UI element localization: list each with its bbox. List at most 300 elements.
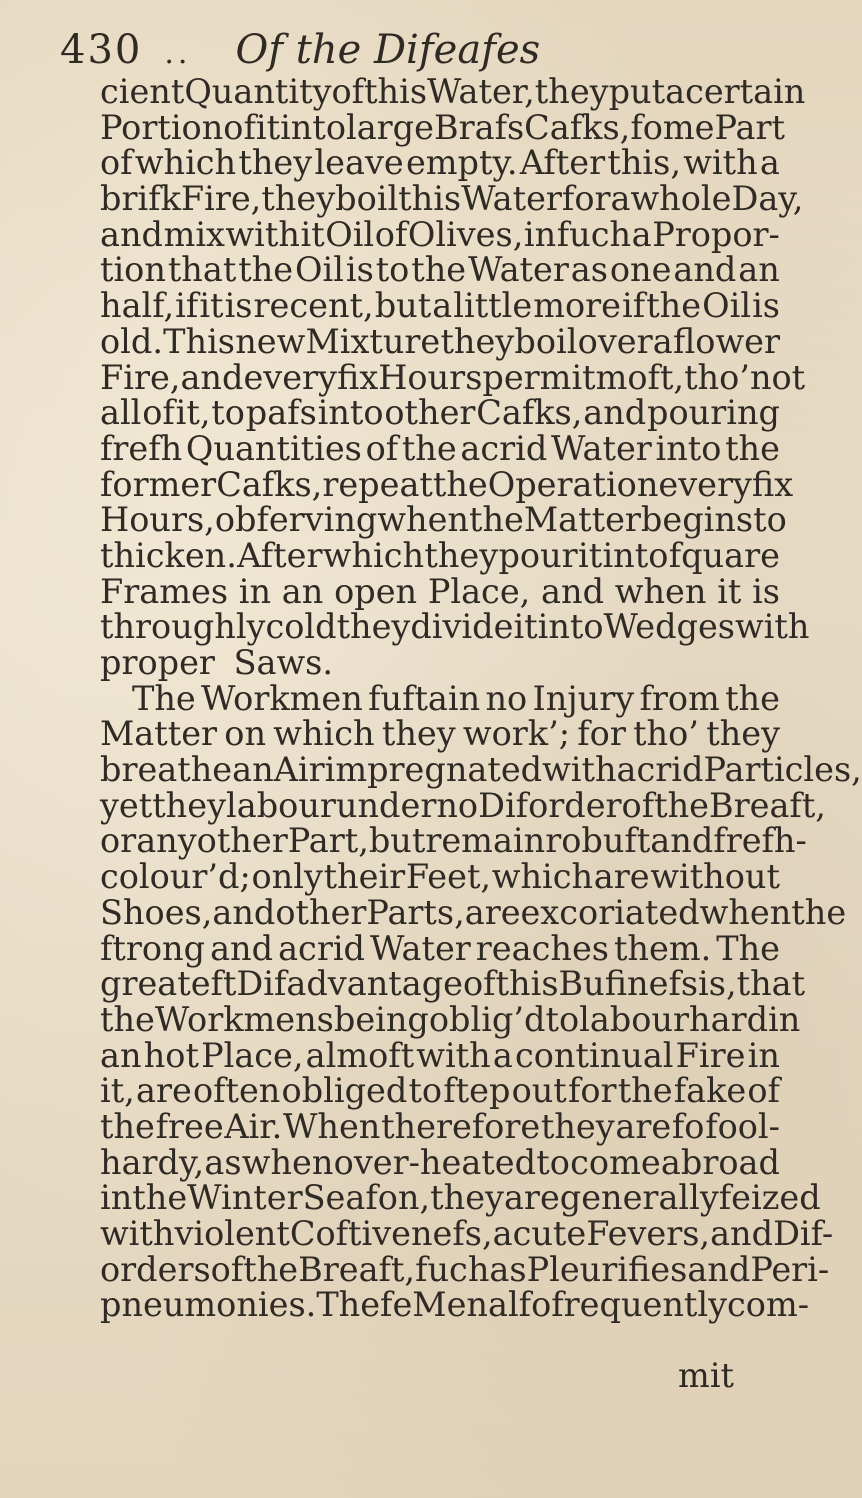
word: the — [238, 250, 294, 290]
word: yet — [100, 785, 153, 825]
word: this — [398, 179, 462, 219]
word: to — [408, 1071, 443, 1111]
word: a — [665, 72, 686, 111]
word: Part, — [287, 821, 369, 861]
word: Diforder — [478, 785, 622, 825]
word: of — [374, 214, 408, 254]
word: when — [699, 892, 792, 932]
word: one — [609, 250, 672, 290]
word: and — [673, 250, 737, 290]
word: fuch — [556, 214, 632, 254]
word: Propor- — [652, 214, 780, 254]
page-number: 430 — [60, 27, 143, 73]
text-line — [100, 395, 780, 431]
word: flower — [672, 321, 780, 361]
word: orders — [100, 1249, 211, 1289]
text-line — [100, 785, 826, 825]
text-line — [100, 428, 780, 468]
word: with — [225, 214, 300, 254]
word: Bufinefs — [558, 964, 699, 1004]
word: mix — [163, 214, 225, 254]
text-line — [100, 179, 804, 219]
word: Matter — [523, 500, 641, 540]
word: Water — [461, 179, 562, 219]
word: Brafs — [433, 107, 525, 147]
word: into — [655, 428, 722, 468]
word: they — [430, 1178, 504, 1218]
word: excoriated — [520, 892, 700, 932]
word: divide — [410, 607, 514, 647]
word: in — [100, 1178, 133, 1218]
word: no — [436, 785, 479, 825]
word: permit — [482, 357, 596, 397]
word: or — [100, 821, 137, 861]
text-line — [100, 1214, 834, 1253]
word: Quantity — [184, 72, 332, 111]
word: in — [238, 571, 272, 611]
word: Fire, — [180, 179, 262, 219]
word: therefore — [381, 1106, 541, 1146]
word: Oil — [295, 250, 344, 290]
header-dots: .. — [164, 36, 192, 71]
word: brifk — [100, 179, 181, 219]
word: every — [658, 464, 752, 504]
word: Place, — [427, 571, 531, 611]
word: Quantities — [185, 428, 362, 468]
text-line — [100, 535, 780, 575]
word: this — [364, 72, 428, 111]
word: old. — [100, 321, 163, 361]
word: is, — [698, 964, 737, 1004]
word: which — [134, 143, 237, 183]
word: new — [235, 321, 306, 361]
word: Part — [714, 107, 785, 147]
text-line — [100, 678, 780, 718]
word: this, — [607, 143, 681, 183]
word: generally — [559, 1178, 719, 1218]
word: fuftain — [368, 678, 481, 718]
word: fool- — [705, 1106, 780, 1146]
word: frefh- — [713, 821, 807, 861]
word: in — [768, 999, 801, 1039]
word: ftrong — [100, 928, 206, 968]
word: a — [610, 179, 631, 219]
word: they — [261, 179, 336, 219]
word: for — [561, 179, 611, 219]
word: Portion — [100, 107, 224, 147]
word: with — [416, 1035, 491, 1075]
word: not — [749, 357, 806, 397]
word: a — [759, 143, 780, 183]
word: tho’ — [633, 714, 699, 754]
word: Cafks, — [524, 107, 631, 147]
word: When — [282, 1106, 381, 1146]
word: fquare — [668, 535, 780, 575]
word: without — [650, 857, 780, 897]
word: often — [192, 1071, 281, 1111]
word: Water — [370, 928, 471, 968]
word: for — [577, 714, 626, 754]
text-line — [100, 1142, 780, 1182]
text-line — [100, 1285, 810, 1325]
word: greateft — [100, 964, 237, 1004]
word: frequently — [551, 1285, 728, 1325]
word: into — [537, 607, 604, 647]
word: Place, — [201, 1035, 304, 1075]
word: fix — [751, 464, 794, 504]
word: into — [602, 535, 669, 575]
word: it, — [100, 1071, 135, 1111]
word: abroad — [660, 1142, 780, 1182]
word: pneumonies. — [100, 1285, 317, 1325]
word: ftep — [443, 1071, 511, 1111]
word: they — [706, 714, 780, 754]
word: This — [163, 321, 235, 361]
word: proper — [100, 643, 215, 682]
word: they — [440, 321, 515, 361]
word: reaches — [475, 928, 609, 968]
word: a — [432, 286, 453, 326]
word: continual — [515, 1035, 674, 1075]
word: feized — [718, 1178, 821, 1218]
word: free — [155, 1106, 224, 1146]
word: alfo — [488, 1285, 552, 1325]
word: which — [322, 535, 425, 575]
word: obliged — [281, 1071, 408, 1111]
word: of — [142, 393, 175, 433]
word: the — [401, 428, 457, 468]
word: moft, — [595, 357, 685, 397]
word: recent, — [253, 286, 374, 326]
word: Hours, — [100, 500, 215, 540]
word: open — [334, 571, 418, 611]
text-line — [100, 357, 806, 397]
word: The — [132, 678, 196, 718]
word: they — [152, 785, 227, 825]
word: Coftivenefs, — [289, 1214, 493, 1253]
word: hardy, — [100, 1142, 205, 1182]
word: cient — [100, 72, 185, 111]
word: a — [652, 321, 673, 361]
word: and — [541, 571, 605, 611]
word: the — [725, 428, 780, 468]
word: for — [567, 1071, 617, 1111]
word: cold — [265, 607, 337, 647]
word: when — [614, 571, 707, 611]
word: this — [495, 964, 559, 1004]
word: over-heated — [333, 1142, 537, 1182]
text-line — [100, 892, 847, 932]
word: Seafon, — [302, 1178, 431, 1218]
word: it — [300, 214, 325, 254]
word: are — [503, 1178, 560, 1218]
word: impregnated — [324, 750, 543, 790]
word: Wedges — [603, 607, 735, 647]
word: Shoes, — [100, 892, 213, 932]
word: of — [747, 1071, 780, 1111]
word: and — [650, 821, 714, 861]
word: certain — [685, 72, 806, 111]
word: other — [196, 821, 288, 861]
word: whole — [630, 179, 732, 219]
word: only — [251, 857, 323, 897]
word: the — [617, 1071, 673, 1111]
word: it — [717, 571, 742, 611]
word: no — [485, 678, 528, 718]
word: Mixture — [305, 321, 441, 361]
word: every — [243, 357, 337, 397]
word: the — [243, 1249, 299, 1289]
word: are — [593, 857, 650, 897]
word: that — [167, 250, 237, 290]
word: repeat — [322, 464, 433, 504]
word: they — [381, 714, 456, 754]
word: tion — [100, 250, 166, 290]
text-line — [100, 1249, 830, 1289]
word: labour — [579, 999, 690, 1039]
word: fuch — [415, 1249, 490, 1289]
word: acrid — [278, 928, 365, 968]
word: little — [453, 286, 533, 326]
word: with — [100, 1214, 175, 1253]
word: robuft — [545, 821, 651, 861]
word: pouring — [647, 393, 780, 433]
word: are — [464, 892, 521, 932]
word: on — [224, 714, 267, 754]
word: Breaft, — [298, 1249, 416, 1289]
word: in — [523, 214, 557, 254]
text-line — [100, 999, 801, 1039]
text-line — [100, 964, 806, 1004]
text-line — [100, 72, 806, 111]
word: they — [424, 535, 499, 575]
word: Water, — [427, 72, 535, 111]
word: colour’d; — [100, 857, 251, 897]
word: over — [577, 321, 653, 361]
word: fome — [630, 107, 715, 147]
word: the — [654, 785, 709, 825]
word: they — [540, 1106, 615, 1146]
word: as — [570, 250, 608, 290]
word: is — [752, 571, 780, 611]
word: Frames — [100, 571, 229, 611]
word: The — [716, 928, 780, 968]
word: Peri- — [750, 1249, 830, 1289]
word: put — [608, 72, 666, 111]
word: it — [513, 607, 538, 647]
word: which — [273, 714, 375, 754]
word: Injury — [532, 678, 635, 718]
word: hard — [689, 999, 769, 1039]
word: it, — [175, 393, 211, 433]
word: frefh — [100, 428, 183, 468]
word: which — [491, 857, 594, 897]
text-line — [100, 928, 780, 968]
word: acrid — [616, 750, 704, 790]
word: acute — [492, 1214, 587, 1253]
text-line — [100, 464, 794, 504]
word: they — [336, 607, 411, 647]
word: oblig’d — [428, 999, 546, 1039]
word: if — [175, 286, 199, 326]
word: an — [232, 750, 274, 790]
word: Cafks, — [216, 464, 323, 504]
word: Oil — [702, 286, 752, 326]
word: boil — [335, 179, 399, 219]
word: an — [738, 250, 780, 290]
word: and — [687, 1249, 751, 1289]
text-line — [100, 214, 780, 254]
word: of — [331, 72, 365, 111]
word: thicken. — [100, 535, 237, 575]
word: Thefe — [316, 1285, 413, 1325]
word: with — [542, 750, 617, 790]
word: Matter — [100, 714, 218, 754]
word: from — [639, 678, 720, 718]
word: Saws. — [233, 643, 334, 682]
word: half, — [100, 286, 175, 326]
word: and — [710, 1214, 774, 1253]
word: Fevers, — [586, 1214, 711, 1253]
word: Workmen — [201, 678, 363, 718]
text-line — [100, 500, 787, 540]
word: they — [534, 72, 609, 111]
word: to — [753, 500, 787, 540]
word: large — [345, 107, 434, 147]
text-line — [100, 145, 780, 181]
word: Men — [412, 1285, 488, 1325]
word: into — [280, 107, 346, 147]
word: Olives, — [407, 214, 524, 254]
word: boil — [514, 321, 578, 361]
word: Water — [468, 250, 569, 290]
word: with — [734, 607, 810, 647]
word: pour — [498, 535, 578, 575]
word: tho’ — [684, 357, 750, 397]
word: Day, — [731, 179, 804, 219]
word: the — [725, 678, 780, 718]
word: as — [204, 1142, 242, 1182]
running-head: Of the Difeafes — [235, 27, 541, 73]
text-line — [100, 252, 780, 288]
word: and — [583, 393, 647, 433]
text-line — [100, 1073, 780, 1109]
word: almoft — [305, 1035, 415, 1075]
word: with — [683, 143, 758, 183]
text-line — [100, 107, 785, 147]
word: are — [615, 1106, 672, 1146]
word: if — [622, 286, 646, 326]
word: the — [411, 250, 467, 290]
word: After — [237, 535, 323, 575]
word: all — [100, 393, 142, 433]
word: Operation — [487, 464, 659, 504]
word: of — [210, 1249, 244, 1289]
word: labour — [226, 785, 336, 825]
word: out — [511, 1071, 567, 1111]
text-line — [100, 645, 780, 681]
body-text — [100, 72, 862, 1325]
word: the — [132, 1178, 188, 1218]
word: an — [100, 1035, 142, 1075]
word: fake — [673, 1071, 747, 1111]
word: Air. — [224, 1106, 283, 1146]
word: but — [374, 286, 432, 326]
word: Difadvantage — [236, 964, 463, 1004]
word: the — [100, 1106, 155, 1146]
word: and — [210, 928, 274, 968]
word: the — [469, 500, 524, 540]
word: being — [333, 999, 429, 1039]
word: to — [545, 999, 580, 1039]
catchword: mit — [678, 1356, 734, 1395]
word: Feet, — [405, 857, 492, 897]
text-line — [100, 607, 810, 647]
word: to — [211, 393, 245, 433]
word: come — [570, 1142, 661, 1182]
word: of — [223, 107, 256, 147]
word: Water — [551, 428, 652, 468]
word: Workmens — [154, 999, 334, 1039]
word: Breaft, — [709, 785, 826, 825]
text-line — [100, 821, 807, 861]
word: Air — [273, 750, 325, 790]
word: is — [752, 286, 780, 326]
word: breathe — [100, 750, 233, 790]
word: Fire — [675, 1035, 746, 1075]
word: of — [621, 785, 655, 825]
word: the — [646, 286, 702, 326]
word: and — [180, 357, 244, 397]
word: fo — [671, 1106, 705, 1146]
word: begins — [640, 500, 754, 540]
word: remain — [425, 821, 546, 861]
text-line — [100, 321, 780, 361]
word: Oil — [325, 214, 375, 254]
word: when — [377, 500, 469, 540]
text-line — [100, 1106, 780, 1146]
word: it — [199, 286, 224, 326]
word: empty. — [405, 143, 518, 183]
word: of — [100, 143, 133, 183]
word: more — [533, 286, 621, 326]
word: to — [375, 250, 410, 290]
page-header — [60, 20, 740, 80]
word: former — [100, 464, 217, 504]
word: Pleurifies — [526, 1249, 688, 1289]
text-line — [100, 859, 780, 895]
word: Parts, — [366, 892, 465, 932]
word: is — [345, 250, 374, 290]
word: Particles, — [703, 750, 862, 790]
word: leave — [314, 143, 404, 183]
text-line — [100, 716, 780, 752]
word: violent — [174, 1214, 290, 1253]
word: are — [135, 1071, 192, 1111]
word: into — [317, 393, 384, 433]
word: but — [368, 821, 426, 861]
word: acrid — [460, 428, 548, 468]
text-line — [100, 1035, 780, 1075]
word: of — [365, 428, 399, 468]
word: Dif- — [773, 1214, 834, 1253]
word: a — [492, 1035, 513, 1075]
word: that — [736, 964, 806, 1004]
word: when — [241, 1142, 334, 1182]
word: an — [281, 571, 324, 611]
word: a — [631, 214, 652, 254]
word: fix — [336, 357, 379, 397]
